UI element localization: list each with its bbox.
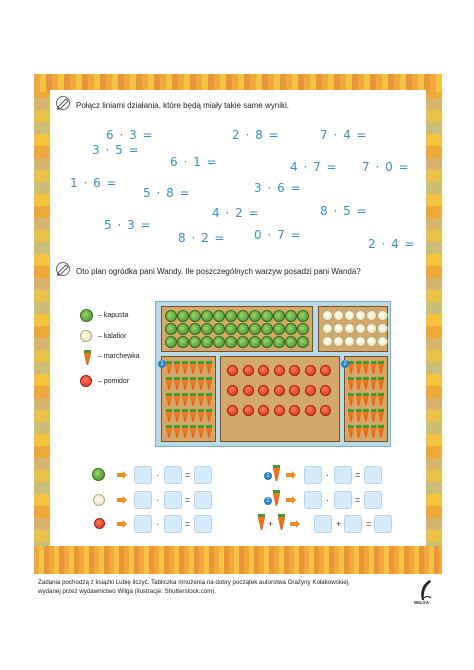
badge-2: 2 bbox=[341, 360, 349, 368]
bed-carrot-left bbox=[161, 356, 216, 442]
equals-sign: = bbox=[355, 470, 361, 480]
cauliflower-icon bbox=[377, 323, 388, 334]
carrot-icon bbox=[273, 465, 280, 481]
equation-cauliflower bbox=[92, 490, 222, 510]
carrot-icon bbox=[348, 393, 354, 406]
badge-2: 2 bbox=[264, 497, 272, 505]
pencil-icon bbox=[54, 262, 72, 276]
carrot-icon bbox=[356, 409, 362, 422]
badge-1: 1 bbox=[264, 472, 272, 480]
carrot-icon bbox=[190, 425, 196, 438]
cauliflower-icon bbox=[322, 323, 333, 334]
cabbage-icon bbox=[261, 323, 273, 335]
answer-box[interactable] bbox=[194, 515, 212, 533]
tomato-icon bbox=[94, 518, 105, 529]
cabbage-icon bbox=[189, 323, 201, 335]
equals-sign: = bbox=[366, 519, 372, 529]
carrot-icon bbox=[174, 409, 180, 422]
cabbage-icon bbox=[201, 310, 213, 322]
carrot-icon bbox=[378, 409, 384, 422]
answer-box[interactable] bbox=[134, 515, 152, 533]
bed-carrot-right bbox=[344, 356, 388, 442]
expression[interactable]: 5 · 8 = bbox=[143, 186, 191, 200]
carrot-icon bbox=[371, 393, 377, 406]
expression[interactable]: 0 · 7 = bbox=[254, 228, 302, 242]
cabbage-icon bbox=[225, 323, 237, 335]
answer-box[interactable] bbox=[304, 466, 322, 484]
answer-box[interactable] bbox=[314, 515, 332, 533]
carrot-icon bbox=[174, 377, 180, 390]
expression[interactable]: 7 · 4 = bbox=[320, 128, 368, 142]
expression[interactable]: 1 · 6 = bbox=[70, 176, 118, 190]
answer-box[interactable] bbox=[304, 491, 322, 509]
expression[interactable]: 2 · 4 = bbox=[368, 237, 416, 251]
cabbage-icon bbox=[285, 310, 297, 322]
cabbage-icon bbox=[273, 336, 285, 348]
cauliflower-icon bbox=[355, 310, 366, 321]
expression[interactable]: 7 · 0 = bbox=[362, 160, 410, 174]
tomato-icon bbox=[80, 375, 92, 387]
carrot-icon bbox=[278, 514, 285, 530]
expression[interactable]: 5 · 3 = bbox=[104, 218, 152, 232]
cabbage-icon bbox=[177, 310, 189, 322]
cauliflower-icon bbox=[366, 336, 377, 347]
footer-line: Zadania pochodzą z książki Lubię liczyć. Tabliczka mnożenia na dobry początek autorstwa Grażyny Kołakowskiej, bbox=[38, 579, 350, 586]
cauliflower-icon bbox=[322, 310, 333, 321]
cabbage-icon bbox=[261, 336, 273, 348]
tomato-icon bbox=[274, 385, 285, 396]
cabbage-icon bbox=[213, 323, 225, 335]
carrot-icon bbox=[371, 409, 377, 422]
carrot-icon bbox=[166, 377, 172, 390]
frame-bottom-strip bbox=[34, 546, 442, 574]
cabbage-icon bbox=[273, 310, 285, 322]
carrot-icon bbox=[258, 514, 265, 530]
answer-box[interactable] bbox=[164, 515, 182, 533]
tomato-icon bbox=[320, 365, 331, 376]
cauliflower-icon bbox=[333, 323, 344, 334]
carrot-icon bbox=[174, 393, 180, 406]
times-sign: · bbox=[326, 495, 329, 505]
carrot-icon bbox=[363, 377, 369, 390]
tomato-icon bbox=[258, 405, 269, 416]
tomato-icon bbox=[305, 405, 316, 416]
cauliflower-icon bbox=[377, 310, 388, 321]
times-sign: · bbox=[326, 470, 329, 480]
answer-box[interactable] bbox=[134, 491, 152, 509]
cabbage-icon bbox=[297, 323, 309, 335]
cauliflower-icon bbox=[344, 323, 355, 334]
carrot-icon bbox=[182, 377, 188, 390]
carrot-icon bbox=[198, 377, 204, 390]
garden-plan bbox=[155, 301, 391, 447]
tomato-icon bbox=[305, 365, 316, 376]
tomato-icon bbox=[305, 385, 316, 396]
cabbage-icon bbox=[237, 310, 249, 322]
carrot-icon bbox=[198, 393, 204, 406]
tomato-icon bbox=[289, 405, 300, 416]
equals-sign: = bbox=[185, 495, 191, 505]
carrot-icon bbox=[206, 393, 212, 406]
cabbage-icon bbox=[285, 323, 297, 335]
answer-box[interactable] bbox=[374, 515, 392, 533]
carrot-icon bbox=[198, 361, 204, 374]
cabbage-icon bbox=[165, 336, 177, 348]
answer-box[interactable] bbox=[334, 491, 352, 509]
carrot-icon bbox=[273, 490, 280, 506]
cabbage-icon bbox=[297, 310, 309, 322]
cabbage-icon bbox=[237, 323, 249, 335]
cauliflower-icon bbox=[93, 494, 105, 506]
cabbage-icon bbox=[273, 323, 285, 335]
carrot-icon bbox=[348, 377, 354, 390]
times-sign: · bbox=[156, 470, 159, 480]
carrot-icon bbox=[174, 425, 180, 438]
expression[interactable]: 3 · 6 = bbox=[254, 181, 302, 195]
tomato-icon bbox=[243, 405, 254, 416]
answer-box[interactable] bbox=[164, 491, 182, 509]
cauliflower-icon bbox=[366, 310, 377, 321]
tomato-icon bbox=[289, 365, 300, 376]
equals-sign: = bbox=[355, 495, 361, 505]
cabbage-icon bbox=[225, 336, 237, 348]
times-sign: · bbox=[156, 495, 159, 505]
footer-credits bbox=[38, 578, 398, 596]
answer-box[interactable] bbox=[344, 515, 362, 533]
expression[interactable]: 2 · 8 = bbox=[232, 128, 280, 142]
carrot-icon bbox=[371, 377, 377, 390]
carrot-icon bbox=[166, 361, 172, 374]
cauliflower-icon bbox=[333, 336, 344, 347]
carrot-icon bbox=[206, 425, 212, 438]
cabbage-icon bbox=[177, 336, 189, 348]
carrot-icon bbox=[166, 409, 172, 422]
equation-carrot-1 bbox=[264, 465, 404, 485]
cauliflower-icon bbox=[80, 330, 92, 342]
bed-cauliflower bbox=[318, 306, 388, 352]
cabbage-icon bbox=[249, 323, 261, 335]
cabbage-icon bbox=[213, 310, 225, 322]
carrot-icon bbox=[371, 361, 377, 374]
tomato-icon bbox=[274, 365, 285, 376]
tomato-icon bbox=[227, 365, 238, 376]
arrow-right-icon bbox=[286, 496, 296, 504]
plus-sign: + bbox=[336, 519, 342, 529]
cabbage-icon bbox=[177, 323, 189, 335]
cabbage-icon bbox=[249, 336, 261, 348]
answer-box[interactable] bbox=[364, 466, 382, 484]
carrot-icon bbox=[206, 409, 212, 422]
answer-box[interactable] bbox=[194, 466, 212, 484]
bed-cabbage bbox=[161, 306, 313, 352]
expression[interactable]: 8 · 2 = bbox=[178, 231, 226, 245]
cabbage-icon bbox=[261, 310, 273, 322]
equals-sign: = bbox=[185, 519, 191, 529]
cabbage-icon bbox=[80, 309, 93, 322]
carrot-icon bbox=[206, 361, 212, 374]
cabbage-icon bbox=[285, 336, 297, 348]
carrot-icon bbox=[166, 393, 172, 406]
carrot-icon bbox=[190, 409, 196, 422]
arrow-right-icon bbox=[117, 471, 127, 479]
pencil-icon bbox=[54, 96, 72, 110]
expression[interactable]: 3 · 5 = bbox=[92, 143, 140, 157]
arrow-right-icon bbox=[117, 520, 127, 528]
bed-tomato bbox=[220, 356, 340, 442]
expression[interactable]: 4 · 7 = bbox=[290, 160, 338, 174]
tomato-icon bbox=[243, 385, 254, 396]
cabbage-icon bbox=[189, 310, 201, 322]
tomato-icon bbox=[227, 385, 238, 396]
cabbage-icon bbox=[92, 468, 105, 481]
cabbage-icon bbox=[189, 336, 201, 348]
task2-instruction: Oto plan ogródka pani Wandy. Ile poszczególnych warzyw posadzi pani Wanda? bbox=[76, 267, 361, 276]
times-sign: · bbox=[156, 519, 159, 529]
cauliflower-icon bbox=[322, 336, 333, 347]
answer-box[interactable] bbox=[334, 466, 352, 484]
answer-box[interactable] bbox=[194, 491, 212, 509]
equation-carrot-total bbox=[258, 514, 404, 534]
carrot-icon bbox=[190, 377, 196, 390]
carrot-icon bbox=[166, 425, 172, 438]
carrot-icon bbox=[198, 425, 204, 438]
cabbage-icon bbox=[201, 336, 213, 348]
cabbage-icon bbox=[249, 310, 261, 322]
answer-box[interactable] bbox=[364, 491, 382, 509]
cabbage-icon bbox=[201, 323, 213, 335]
equals-sign: = bbox=[185, 470, 191, 480]
task1-instruction: Połącz liniami działania, które będą miały takie same wyniki. bbox=[76, 101, 289, 110]
carrot-icon bbox=[356, 377, 362, 390]
carrot-icon bbox=[348, 425, 354, 438]
cauliflower-icon bbox=[344, 336, 355, 347]
arrow-right-icon bbox=[117, 496, 127, 504]
cabbage-icon bbox=[165, 323, 177, 335]
carrot-icon bbox=[378, 377, 384, 390]
answer-box[interactable] bbox=[164, 466, 182, 484]
equation-tomato bbox=[92, 514, 222, 534]
expression[interactable]: 6 · 3 = bbox=[106, 128, 154, 142]
carrot-icon bbox=[356, 425, 362, 438]
tomato-icon bbox=[289, 385, 300, 396]
badge-1: 1 bbox=[158, 360, 166, 368]
carrot-icon bbox=[190, 361, 196, 374]
cauliflower-icon bbox=[344, 310, 355, 321]
cauliflower-icon bbox=[377, 336, 388, 347]
cabbage-icon bbox=[225, 310, 237, 322]
plus-sign: + bbox=[268, 519, 274, 529]
carrot-icon bbox=[198, 409, 204, 422]
tomato-icon bbox=[274, 405, 285, 416]
cauliflower-icon bbox=[355, 336, 366, 347]
carrot-icon bbox=[371, 425, 377, 438]
carrot-icon bbox=[363, 361, 369, 374]
cauliflower-icon bbox=[355, 323, 366, 334]
footer-line: wydanej przez wydawnictwo Wilga (ilustracje: Shutterstock.com). bbox=[38, 588, 217, 595]
cabbage-icon bbox=[237, 336, 249, 348]
carrot-icon bbox=[182, 425, 188, 438]
tomato-icon bbox=[320, 385, 331, 396]
cauliflower-icon bbox=[333, 310, 344, 321]
carrot-icon bbox=[356, 361, 362, 374]
arrow-right-icon bbox=[290, 520, 300, 528]
carrot-icon bbox=[356, 393, 362, 406]
arrow-right-icon bbox=[286, 471, 296, 479]
carrot-icon bbox=[174, 361, 180, 374]
carrot-icon bbox=[378, 393, 384, 406]
expression[interactable]: 6 · 1 = bbox=[170, 155, 218, 169]
carrot-icon bbox=[378, 361, 384, 374]
carrot-icon bbox=[190, 393, 196, 406]
carrot-icon bbox=[363, 425, 369, 438]
carrot-icon bbox=[182, 409, 188, 422]
carrot-icon bbox=[363, 409, 369, 422]
tomato-icon bbox=[258, 385, 269, 396]
tomato-icon bbox=[258, 365, 269, 376]
expression[interactable]: 4 · 2 = bbox=[212, 206, 260, 220]
carrot-icon bbox=[348, 409, 354, 422]
logo-text: WILGA bbox=[414, 600, 429, 605]
answer-box[interactable] bbox=[134, 466, 152, 484]
carrot-icon bbox=[378, 425, 384, 438]
cabbage-icon bbox=[213, 336, 225, 348]
equation-carrot-2 bbox=[264, 490, 404, 510]
tomato-icon bbox=[227, 405, 238, 416]
tomato-icon bbox=[243, 365, 254, 376]
carrot-icon bbox=[182, 393, 188, 406]
cabbage-icon bbox=[165, 310, 177, 322]
carrot-icon bbox=[206, 377, 212, 390]
cauliflower-icon bbox=[366, 323, 377, 334]
tomato-icon bbox=[320, 405, 331, 416]
equation-cabbage bbox=[92, 465, 222, 485]
carrot-icon bbox=[182, 361, 188, 374]
carrot-icon bbox=[363, 393, 369, 406]
expression[interactable]: 8 · 5 = bbox=[320, 204, 368, 218]
cabbage-icon bbox=[297, 336, 309, 348]
